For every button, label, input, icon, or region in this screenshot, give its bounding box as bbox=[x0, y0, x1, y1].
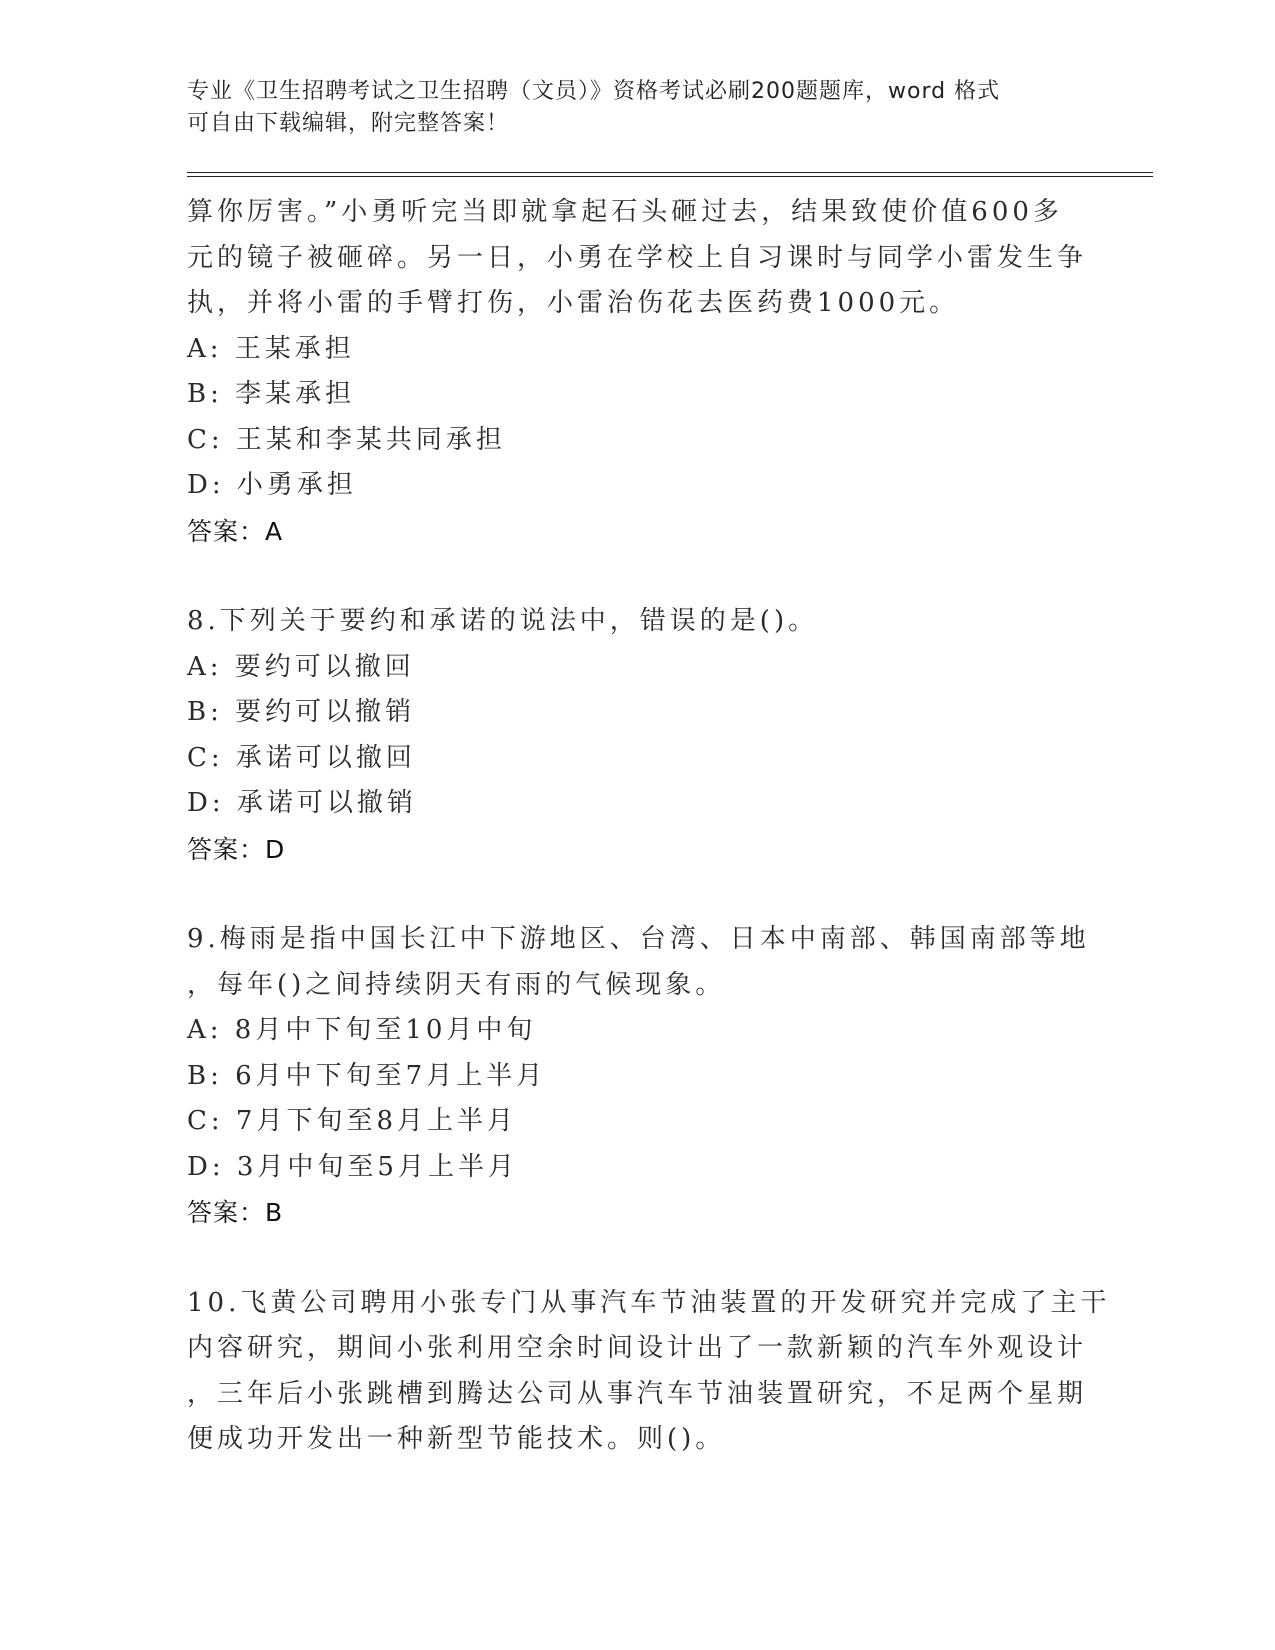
question-stem-line: ，每年()之间持续阴天有雨的气候现象。 bbox=[187, 969, 726, 1000]
option-b: B: 6月中下旬至7月上半月 bbox=[187, 1060, 547, 1091]
question-7 bbox=[187, 190, 1087, 554]
option-a: A: 8月中下旬至10月中旬 bbox=[187, 1015, 537, 1045]
question-stem-line: 内容研究，期间小张利用空余时间设计出了一款新颖的汽车外观设计 bbox=[187, 1333, 1088, 1363]
question-stem-line: 8.下列关于要约和承诺的说法中，错误的是()。 bbox=[187, 606, 819, 636]
header-line-2: 可自由下载编辑，附完整答案！ bbox=[187, 111, 510, 136]
document-header bbox=[187, 76, 1087, 140]
option-d: D: 小勇承担 bbox=[187, 470, 357, 500]
question-stem-line: 9.梅雨是指中国长江中下游地区、台湾、日本中南部、韩国南部等地 bbox=[187, 924, 1090, 954]
option-a: A: 要约可以撤回 bbox=[187, 651, 415, 682]
question-stem-line: 算你厉害。”小勇听完当即就拿起石头砸过去，结果致使价值600多 bbox=[187, 197, 1063, 227]
option-d: D: 3月中旬至5月上半月 bbox=[187, 1151, 518, 1182]
question-10 bbox=[187, 1281, 1111, 1463]
spacer bbox=[187, 1236, 1087, 1281]
answer-line: 答案：A bbox=[187, 516, 284, 546]
option-a: A: 王某承担 bbox=[187, 333, 355, 364]
question-stem-line: ，三年后小张跳槽到腾达公司从事汽车节油装置研究，不足两个星期 bbox=[187, 1378, 1088, 1409]
header-rule-thin bbox=[187, 176, 1153, 177]
option-b: B: 李某承担 bbox=[187, 379, 356, 409]
option-c: C: 王某和李某共同承担 bbox=[187, 424, 506, 455]
question-9 bbox=[187, 917, 1090, 1236]
question-stem-line: 元的镜子被砸碎。另一日，小勇在学校上自习课时与同学小雷发生争 bbox=[187, 242, 1088, 273]
question-stem-line: 便成功开发出一种新型节能技术。则()。 bbox=[187, 1424, 726, 1454]
question-stem-line: 10.飞黄公司聘用小张专门从事汽车节油装置的开发研究并完成了主干 bbox=[187, 1287, 1111, 1318]
option-b: B: 要约可以撤销 bbox=[187, 697, 416, 727]
option-c: C: 7月下旬至8月上半月 bbox=[187, 1106, 518, 1136]
spacer bbox=[187, 554, 1087, 599]
question-stem-line: 执，并将小雷的手臂打伤，小雷治伤花去医药费1000元。 bbox=[187, 288, 960, 318]
header-line-1: 专业《卫生招聘考试之卫生招聘（文员）》资格考试必刷200题题库，word 格式 bbox=[187, 79, 1001, 104]
spacer bbox=[187, 872, 1087, 917]
answer-line: 答案：D bbox=[187, 834, 286, 864]
header-rule-thick bbox=[187, 172, 1153, 173]
answer-line: 答案：B bbox=[187, 1198, 284, 1227]
document-body bbox=[187, 190, 1111, 1463]
option-c: C: 承诺可以撤回 bbox=[187, 742, 416, 773]
option-d: D: 承诺可以撤销 bbox=[187, 788, 417, 818]
question-8 bbox=[187, 599, 1087, 872]
